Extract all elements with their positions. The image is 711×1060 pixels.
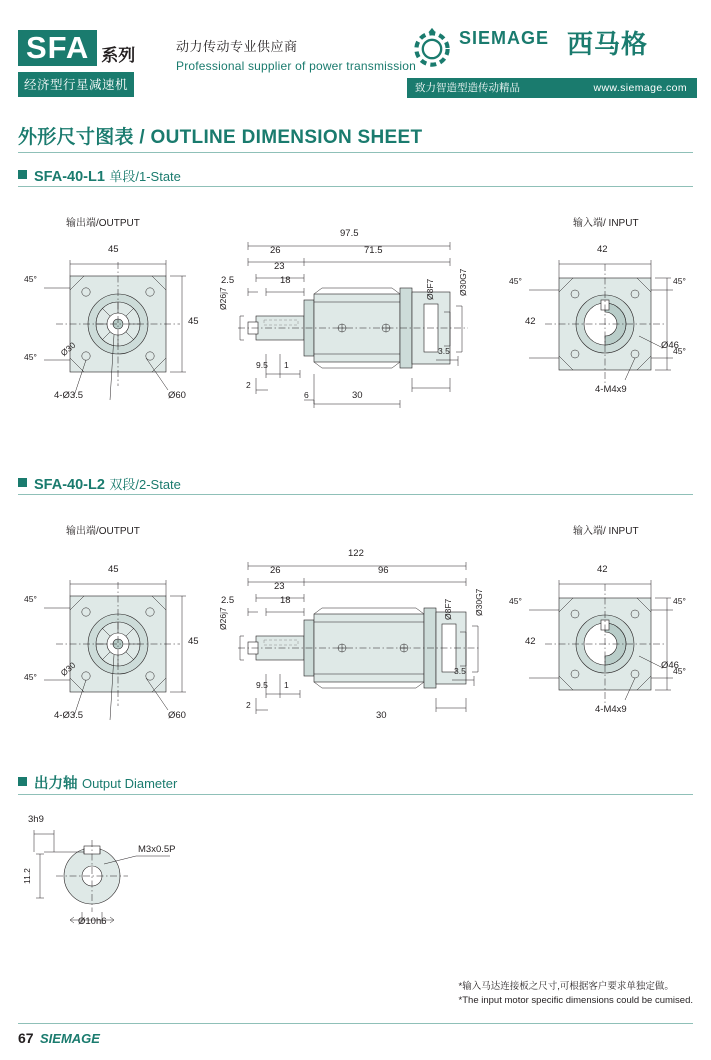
l1-dim-2: 2 bbox=[246, 380, 251, 390]
brand-name-en: SIEMAGE bbox=[459, 28, 550, 48]
l1-output-view bbox=[18, 240, 218, 425]
l1-left-angle-bl: 45° bbox=[24, 352, 37, 362]
l2-right-angle-tr: 45° bbox=[673, 596, 686, 606]
l2-left-outer-dia: Ø60 bbox=[168, 710, 186, 721]
strip-url[interactable]: www.siemage.com bbox=[593, 82, 687, 94]
l2-output-caption: 输出端/OUTPUT bbox=[66, 526, 140, 537]
header-strip bbox=[407, 78, 697, 98]
bullet-square-icon-3 bbox=[18, 777, 27, 786]
l2-input-view bbox=[505, 560, 705, 745]
l2-dim-2: 2 bbox=[246, 700, 251, 710]
l1-right-side-dim: 42 bbox=[525, 316, 536, 327]
l1-right-top-dim: 42 bbox=[597, 244, 608, 255]
l2-dim-1: 1 bbox=[284, 680, 289, 690]
l2-dim-23: 23 bbox=[274, 581, 285, 592]
l1-dim-9-5: 9.5 bbox=[256, 360, 268, 370]
l2-side-view bbox=[218, 548, 498, 743]
brand-name-cn: 西马格 bbox=[567, 29, 649, 59]
l1-right-bolt-note: 4-M4x9 bbox=[595, 384, 627, 395]
footnote-en: *The input motor specific dimensions could be cumised. bbox=[458, 994, 693, 1006]
section-l2-rule bbox=[18, 494, 693, 495]
l1-dim-26: 26 bbox=[270, 245, 281, 256]
l1-right-angle-tl: 45° bbox=[509, 276, 522, 286]
l2-output-view bbox=[18, 560, 218, 745]
l1-input-view bbox=[505, 240, 705, 425]
l1-left-top-dim: 45 bbox=[108, 244, 119, 255]
l2-dim-18: 18 bbox=[280, 595, 291, 606]
logo-subtitle: 经济型行星减速机 bbox=[18, 72, 134, 97]
l2-dim-3-5: 3.5 bbox=[454, 666, 466, 676]
l1-shaft-dia: Ø26j7 bbox=[218, 287, 228, 310]
l2-right-bolt-note: 4-M4x9 bbox=[595, 704, 627, 715]
footnote-block bbox=[459, 980, 693, 1008]
l1-left-pilot-dia: Ø30 bbox=[58, 340, 78, 358]
l2-left-bolt-note: 4-Ø3.5 bbox=[54, 710, 84, 721]
strip-slogan: 致力智造型造传动精品 bbox=[415, 82, 520, 94]
l2-shaft-dia: Ø26j7 bbox=[218, 607, 228, 630]
footer-rule bbox=[18, 1023, 693, 1024]
l2-body-dim: 96 bbox=[378, 565, 389, 576]
shaft-thread-label: M3x0.5P bbox=[138, 844, 176, 855]
l2-right-bore: Ø46 bbox=[661, 660, 679, 671]
footer-brand: SIEMAGE bbox=[40, 1031, 100, 1046]
section-l1-name: SFA-40-L1 bbox=[34, 169, 105, 185]
l1-side-view bbox=[218, 228, 498, 423]
l2-right-top-dim: 42 bbox=[597, 564, 608, 575]
section-heading-l2 bbox=[18, 474, 181, 494]
section-l2-desc: 双段/2-State bbox=[109, 477, 181, 492]
page-header bbox=[0, 0, 711, 108]
l2-right-angle-tl: 45° bbox=[509, 596, 522, 606]
l1-overall-dim: 97.5 bbox=[340, 228, 359, 239]
section-l2-name: SFA-40-L2 bbox=[34, 477, 105, 493]
l1-dim-6: 6 bbox=[304, 390, 309, 400]
page-title: 外形尺寸图表 / OUTLINE DIMENSION SHEET bbox=[18, 127, 423, 148]
l1-dim-1: 1 bbox=[284, 360, 289, 370]
l1-output-caption: 输出端/OUTPUT bbox=[66, 218, 140, 229]
section-shaft-rule bbox=[18, 794, 693, 795]
l2-dim-30: 30 bbox=[376, 710, 387, 721]
l1-left-outer-dia: Ø60 bbox=[168, 390, 186, 401]
section-l1-desc: 单段/1-State bbox=[109, 169, 181, 184]
l2-right-side-dim: 42 bbox=[525, 636, 536, 647]
l1-body-dim: 71.5 bbox=[364, 245, 383, 256]
shaft-height-dim: 11.2 bbox=[22, 868, 32, 884]
brand-block bbox=[407, 24, 697, 94]
l2-dim-26: 26 bbox=[270, 565, 281, 576]
shaft-key-dim: 3h9 bbox=[28, 814, 44, 825]
section-l1-rule bbox=[18, 186, 693, 187]
l1-dim-30: 30 bbox=[352, 390, 363, 401]
logo-sfa: SFA bbox=[18, 30, 97, 66]
l2-overall-dim: 122 bbox=[348, 548, 364, 559]
l2-right-angle-br: 45° bbox=[673, 666, 686, 676]
tagline-cn: 动力传动专业供应商 bbox=[176, 39, 298, 54]
l2-dim-2-5: 2.5 bbox=[221, 595, 235, 606]
l1-dim-2-5: 2.5 bbox=[221, 275, 235, 286]
tagline-en: Professional supplier of power transmission bbox=[176, 59, 417, 73]
l2-left-pilot-dia: Ø30 bbox=[58, 660, 78, 678]
l1-dim-23: 23 bbox=[274, 261, 285, 272]
l1-dim-3-5: 3.5 bbox=[438, 346, 450, 356]
bullet-square-icon-2 bbox=[18, 478, 27, 487]
shaft-detail-view bbox=[20, 812, 240, 932]
section-shaft-name: 出力轴 bbox=[34, 776, 78, 792]
l1-right-angle-br: 45° bbox=[673, 346, 686, 356]
l1-left-right-dim: 45 bbox=[188, 316, 199, 327]
bullet-square-icon bbox=[18, 170, 27, 179]
shaft-dia-label: Ø10h6 bbox=[78, 916, 107, 927]
page-number: 67 bbox=[18, 1030, 34, 1046]
l1-bore-g7: Ø30G7 bbox=[458, 268, 468, 296]
l2-left-angle-tl: 45° bbox=[24, 594, 37, 604]
header-tagline bbox=[176, 36, 436, 73]
l1-bore-f7: Ø8F7 bbox=[425, 278, 435, 300]
l2-left-right-dim: 45 bbox=[188, 636, 199, 647]
l2-input-caption: 输入端/ INPUT bbox=[573, 526, 639, 537]
l1-right-angle-tr: 45° bbox=[673, 276, 686, 286]
l1-input-caption: 输入端/ INPUT bbox=[573, 218, 639, 229]
l2-bore-g7: Ø30G7 bbox=[474, 588, 484, 616]
section-shaft-desc: Output Diameter bbox=[81, 776, 178, 791]
l2-dim-9-5: 9.5 bbox=[256, 680, 268, 690]
section-heading-l1 bbox=[18, 166, 181, 186]
logo-series-cn: 系列 bbox=[101, 46, 136, 65]
l2-bore-f7: Ø8F7 bbox=[443, 598, 453, 620]
gear-icon bbox=[409, 26, 455, 72]
l1-right-bore: Ø46 bbox=[661, 340, 679, 351]
l2-left-angle-bl: 45° bbox=[24, 672, 37, 682]
l1-dim-18: 18 bbox=[280, 275, 291, 286]
title-rule bbox=[18, 152, 693, 153]
l1-left-angle-tl: 45° bbox=[24, 274, 37, 284]
l2-left-top-dim: 45 bbox=[108, 564, 119, 575]
product-logo bbox=[18, 30, 148, 92]
section-heading-shaft bbox=[18, 772, 177, 793]
footnote-cn: *输入马达连接板之尺寸,可根据客户要求单独定做。 bbox=[458, 981, 674, 992]
l1-left-bolt-note: 4-Ø3.5 bbox=[54, 390, 84, 401]
